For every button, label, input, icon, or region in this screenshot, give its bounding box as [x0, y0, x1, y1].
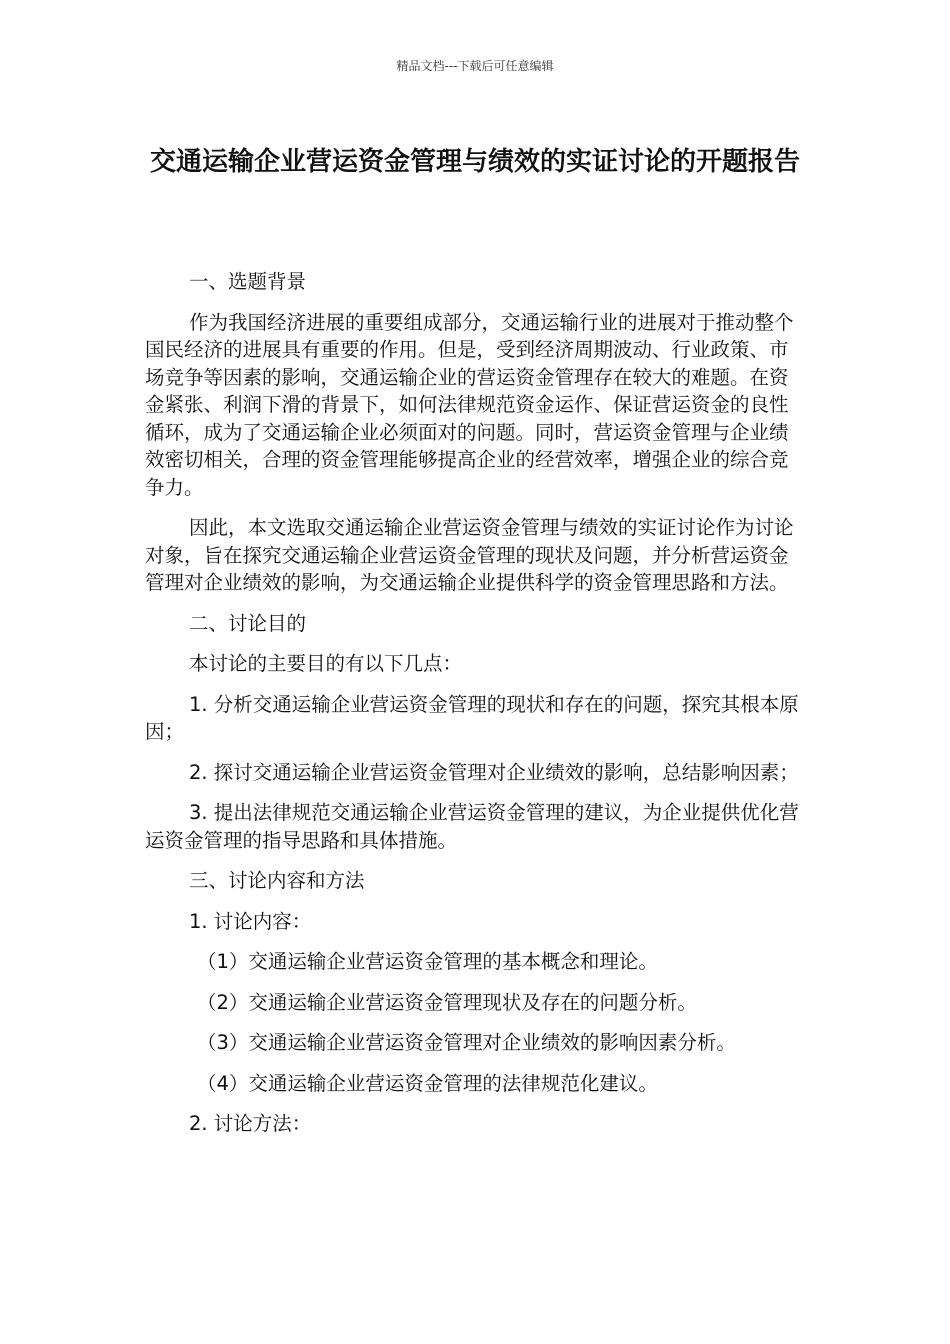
section-heading-background: 一、选题背景: [189, 270, 307, 293]
document-title: 交通运输企业营运资金管理与绩效的实证讨论的开题报告: [149, 147, 800, 177]
section-heading-content-method: 三、讨论内容和方法: [189, 869, 365, 892]
content-item-1: （1）交通运输企业营运资金管理的基本概念和理论。: [197, 950, 658, 973]
paragraph-background-2: 因此，本文选取交通运输企业营运资金管理与绩效的实证讨论作为讨论对象，旨在探究交通运输企业营运资金管理的现状及问题，并分析营运资金管理对企业绩效的影响，为交通运输企业提供科学的资金管理思路和方法。: [145, 516, 794, 594]
paragraph-background-1: 作为我国经济进展的重要组成部分，交通运输行业的进展对于推动整个国民经济的进展具有重要的作用。但是，受到经济周期波动、行业政策、市场竞争等因素的影响，交通运输企业的营运资金管理存在较大的难题。在资金紧张、利润下滑的背景下，如何法律规范资金运作、保证营运资金的良性循环，成为了交通运输企业必须面对的问题。同时，营运资金管理与企业绩效密切相关，合理的资金管理能够提高企业的经营效率，增强企业的综合竞争力。: [145, 310, 794, 499]
subheading-content: 1. 讨论内容：: [189, 909, 312, 933]
content-item-4: （4）交通运输企业营运资金管理的法律规范化建议。: [197, 1071, 658, 1095]
list-item-purpose-1: 1. 分析交通运输企业营运资金管理的现状和存在的问题，探究其根本原因；: [145, 692, 799, 743]
subheading-method: 2. 讨论方法：: [189, 1112, 312, 1135]
paragraph-purpose-intro: 本讨论的主要目的有以下几点：: [189, 652, 463, 675]
header-note: 精品文档---下载后可任意编辑: [396, 59, 554, 73]
document-body: [145, 268, 805, 1151]
section-heading-purpose: 二、讨论目的: [189, 611, 307, 635]
list-item-purpose-3: 3. 提出法律规范交通运输企业营运资金管理的建议，为企业提供优化营运资金管理的指导思路和具体措施。: [145, 801, 799, 852]
content-item-2: （2）交通运输企业营运资金管理现状及存在的问题分析。: [197, 990, 697, 1014]
list-item-purpose-2: 2. 探讨交通运输企业营运资金管理对企业绩效的影响，总结影响因素；: [189, 760, 799, 784]
content-item-3: （3）交通运输企业营运资金管理对企业绩效的影响因素分析。: [197, 1031, 736, 1054]
